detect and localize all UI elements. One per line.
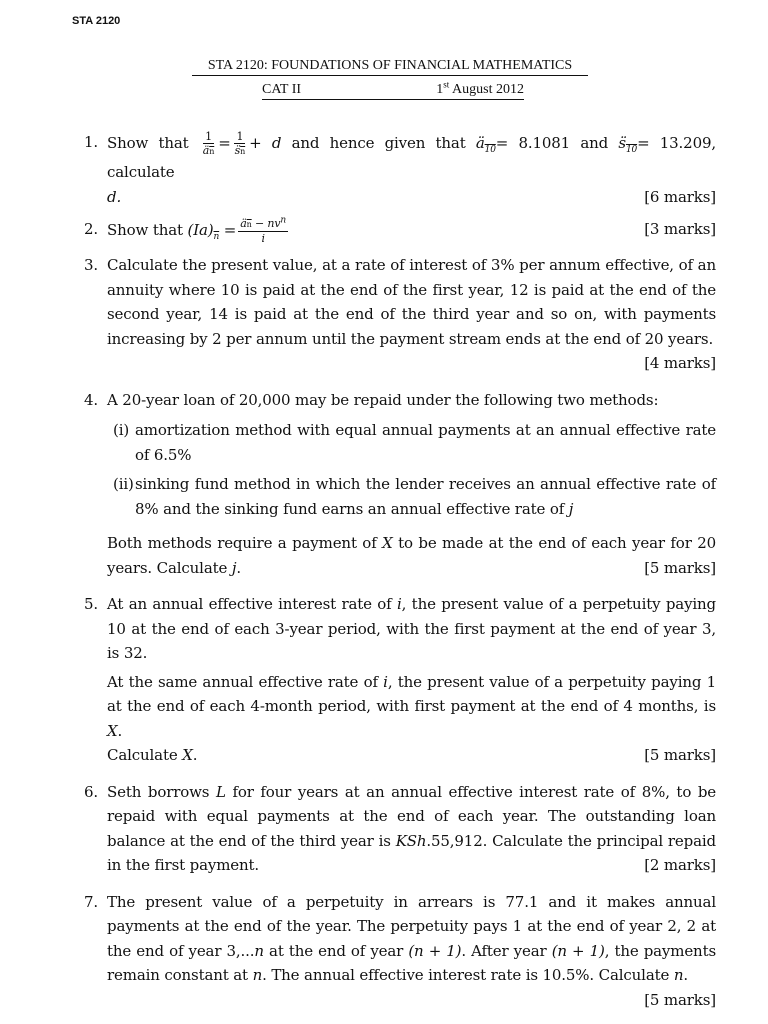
- question-number: 7.: [84, 892, 99, 911]
- question-paragraph: At an annual effective interest rate of i, the present value of a perpetuity paying 10 at the end of each 3-year period, with the first payment at the end of year 3, is 32.: [107, 595, 717, 662]
- formula-increasing-annuity: (Ia): [187, 220, 214, 239]
- question-2: 2. Show that $(Ia)_{\overline{n}}$ = $\frac{ä\overline{n} - nv^n}{i}$ [3 marks]: [84, 214, 716, 245]
- exam-date: 1st August 2012: [436, 79, 524, 97]
- question-1: 1. Show that $\frac{1}{ä\overline{n}}$ = $\frac{1}{s̈\overline{n}}$ + d and hence given that $ä_{10}= 8.1081$ and $s̈_{10}= 13.209$, calculate d. [6 marks]: [84, 130, 716, 210]
- course-code: STA 2120: [72, 15, 121, 27]
- question-3: [84, 253, 716, 376]
- title-block: [190, 58, 590, 100]
- question-list: [84, 130, 716, 1012]
- question-number: 2.: [84, 219, 99, 238]
- marks-label: [3 marks]: [644, 219, 716, 238]
- question-paragraph: Both methods require a payment of X to be made at the end of each year for 20 years. Calculate j. [5 marks]: [107, 531, 716, 580]
- exam-subtitle: [262, 79, 524, 100]
- question-7: 7. The present value of a perpetuity in arrears is 77.1 and it makes annual payments at the end of the year. The perpetuity pays 1 at the end of year 2, 2 at the end of year 3,...n at the end of year (n + 1). After year (n + 1), the payments remain constant at n. The annual effective interest rate is 10.5%. Calculate n. [5 marks]: [84, 890, 716, 1013]
- marks-label: [5 marks]: [644, 746, 716, 764]
- sub-item-ii: (ii) sinking fund method in which the lender receives an annual effective rate of 8% and the sinking fund earns an annual effective rate of j: [113, 475, 716, 518]
- question-text: A 20-year loan of 20,000 may be repaid under the following two methods:: [107, 390, 659, 409]
- question-number: 1.: [84, 133, 99, 151]
- fraction-1-over-s: $\frac{1}{s̈\overline{n}}$: [234, 130, 246, 157]
- fraction-1-over-a: $\frac{1}{ä\overline{n}}$: [202, 130, 215, 157]
- question-4: [84, 388, 716, 581]
- question-paragraph: At the same annual effective rate of i, the present value of a perpetuity paying 1 at the end of each 4-month period, with first payment at the end of 4 months, is X.: [107, 672, 717, 740]
- question-number: 4.: [84, 390, 99, 409]
- question-number: 3.: [84, 256, 99, 274]
- question-number: 5.: [84, 595, 99, 613]
- exam-title: STA 2120: FOUNDATIONS OF FINANCIAL MATHEMATICS: [192, 58, 588, 76]
- question-text: Calculate the present value, at a rate of interest of 3% per annum effective, of an annuity where 10 is paid at the end of the first year, 12 is paid at the end of the second year, 14 is paid at the end of the third year and so on, with payments increasing by 2 per annum until the payment stream ends at the end of 20 years.: [107, 256, 716, 348]
- marks-label: [5 marks]: [644, 990, 716, 1009]
- fraction-increasing-annuity: $\frac{ä\overline{n} - nv^n}{i}$: [240, 214, 287, 245]
- marks-label: [6 marks]: [644, 188, 716, 206]
- question-number: 6.: [84, 782, 99, 801]
- marks-label: [4 marks]: [644, 354, 716, 372]
- marks-label: [5 marks]: [644, 558, 716, 577]
- sub-item-i: (i) amortization method with equal annual payments at an annual effective rate of 6.5%: [113, 421, 716, 464]
- question-6: 6. Seth borrows L for four years at an annual effective interest rate of 8%, to be repaid with equal payments at the end of each year. The outstanding loan balance at the end of the third year is KSh.55,912. Calculate the principal repaid in the first payment. [2 marks]: [84, 780, 716, 878]
- formula-a10: $ä_{10}$: [475, 134, 496, 155]
- question-5: 5. At an annual effective interest rate of i, the present value of a perpetuity paying 10 at the end of each 3-year period, with the first payment at the end of year 3, is 32. At the same annual effective rate of i, the present value of a perpetuity paying 1 at the end of each 4-month period, with first payment at the end of 4 months, is X. Calculate X. [5 marks]: [84, 592, 716, 768]
- formula-s10: $s̈_{10}$: [618, 134, 638, 155]
- cat-label: CAT II: [262, 82, 302, 97]
- marks-label: [2 marks]: [644, 856, 716, 874]
